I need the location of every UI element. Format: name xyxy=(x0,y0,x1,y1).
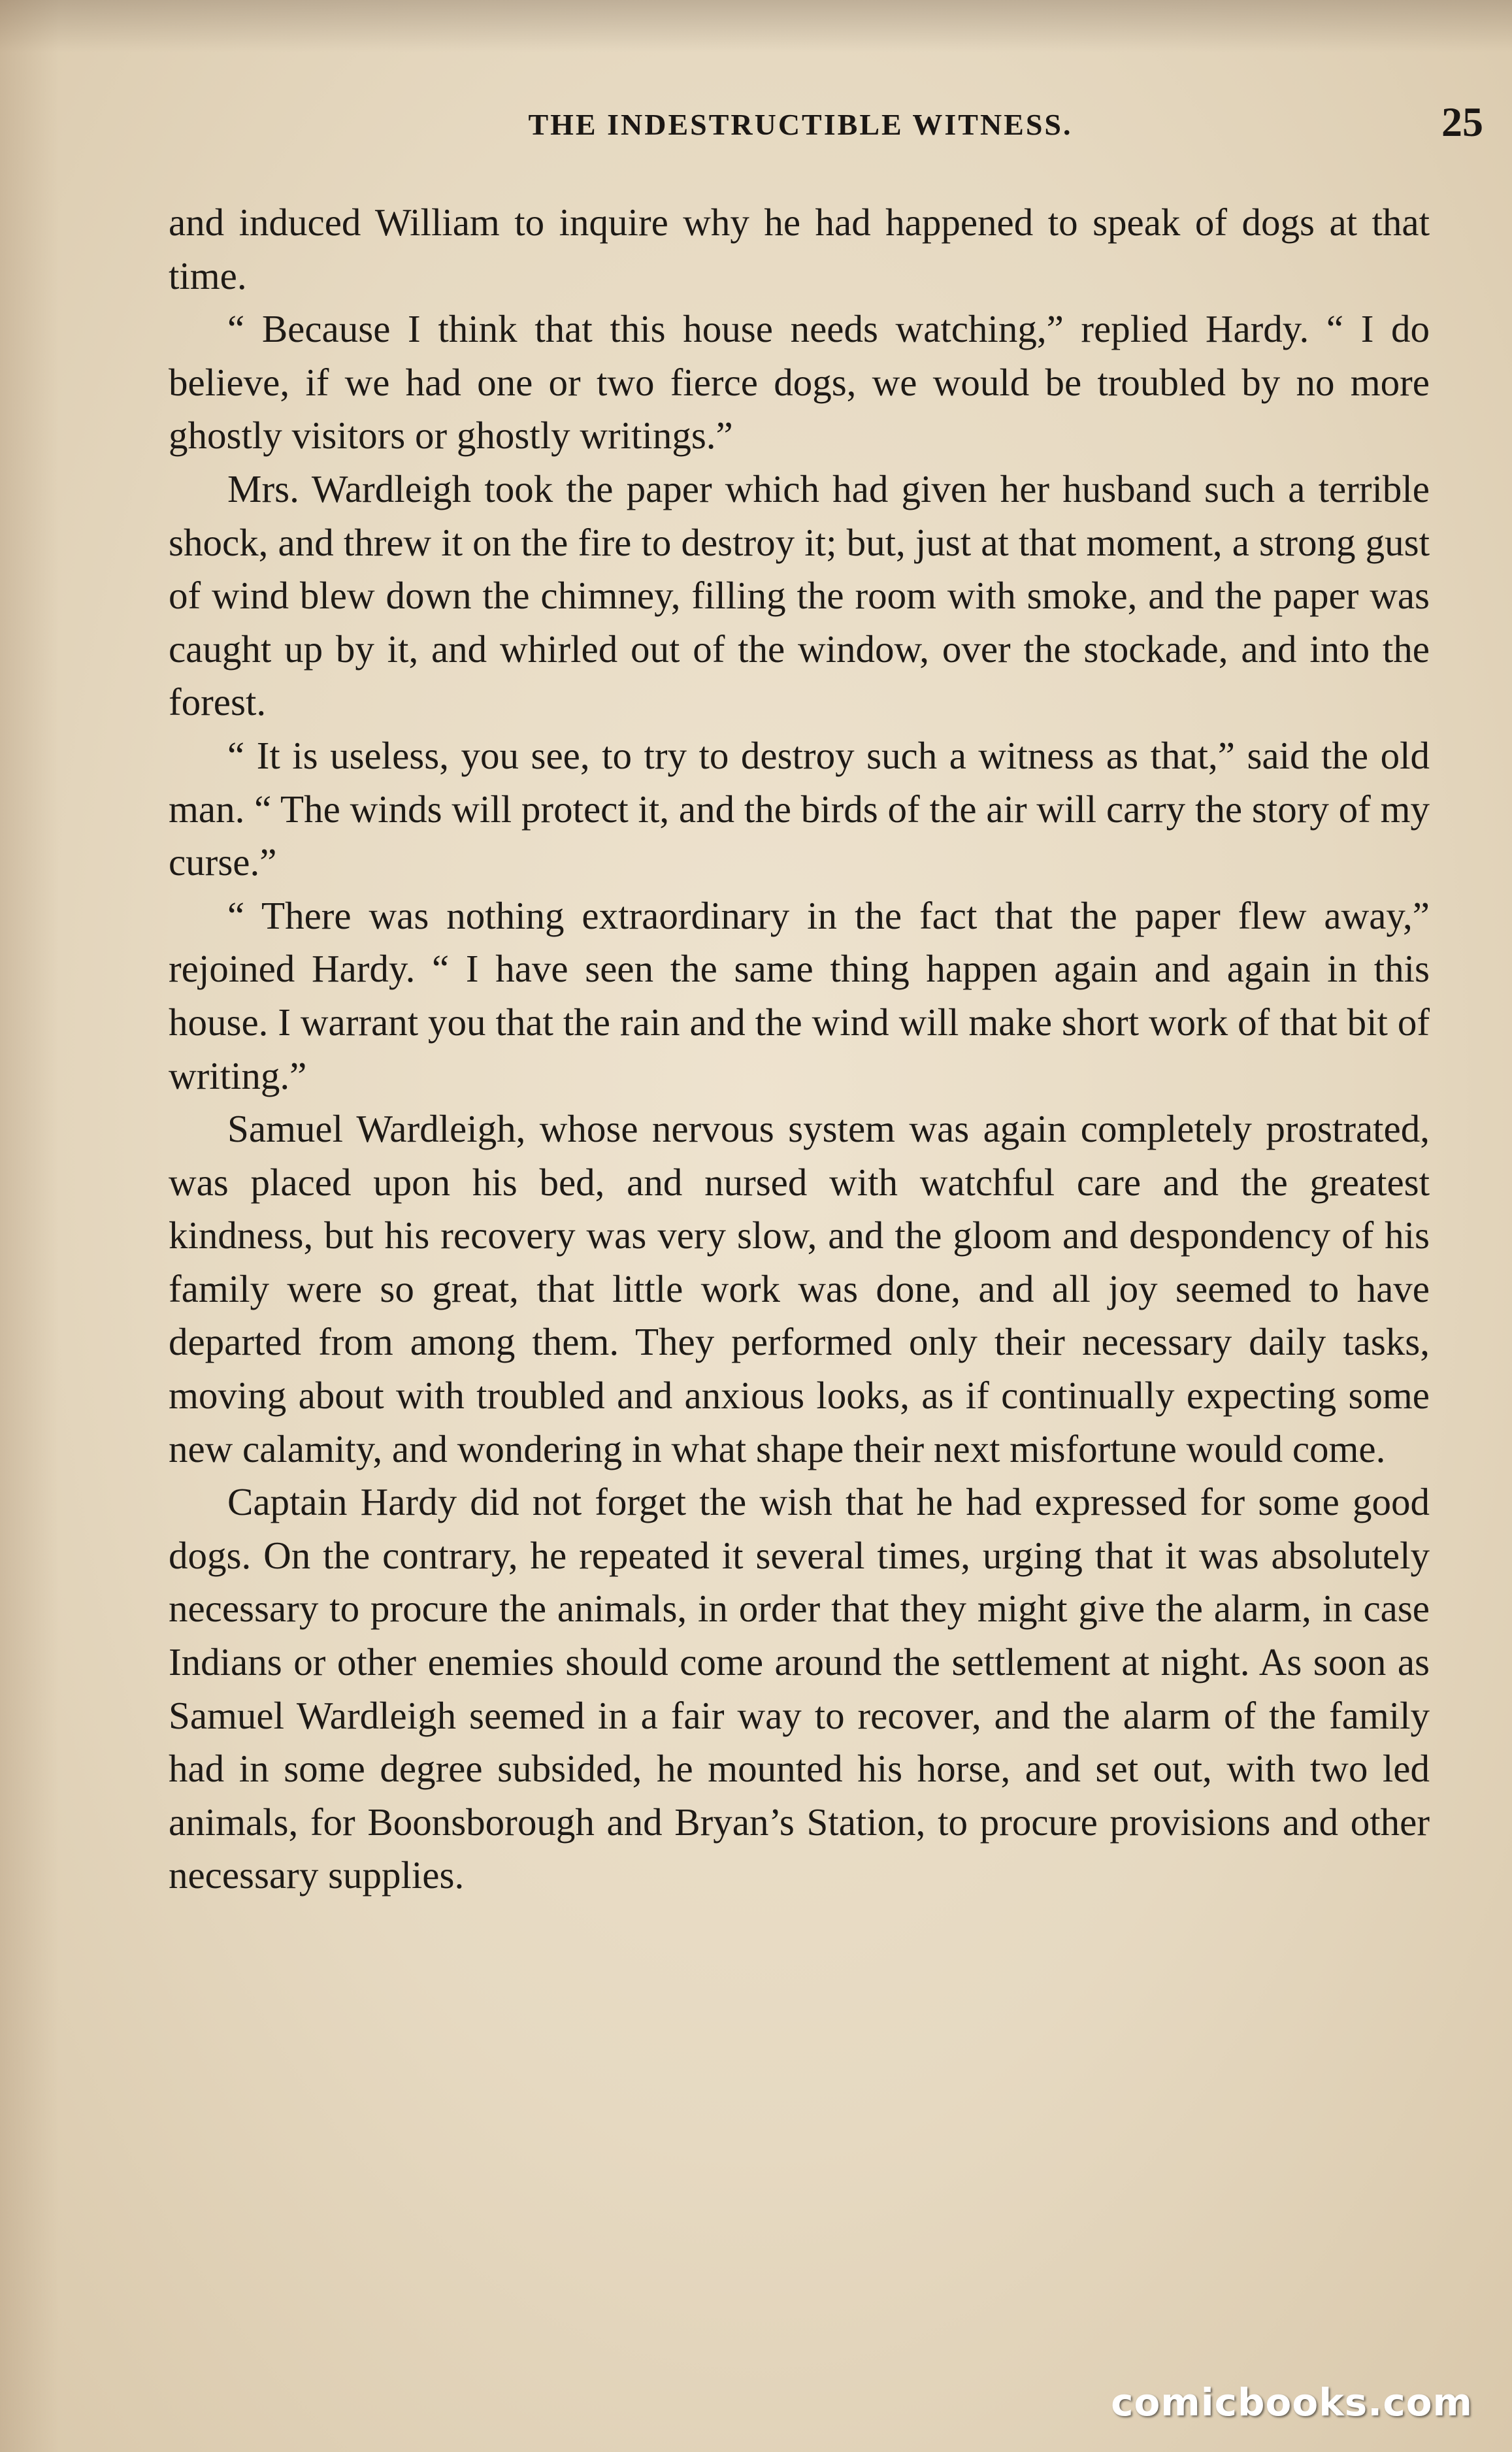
paragraph: “ Because I think that this house needs watching,” replied Hardy. “ I do believe, if we had one or two fierce dogs, we would be troubled by no more ghostly visitors or ghostly writings.” xyxy=(169,307,1430,457)
paragraph: Captain Hardy did not forget the wish that he had expressed for some good dogs. On the contrary, he repeated it several times, urging that it was absolutely necessary to procure the animals, in order that they might give the alarm, in case Indians or other enemies should come around the settlement at night. As soon as Samuel Wardleigh seemed in a fair way to recover, and the alarm of the family had in some degree subsided, he mounted his horse, and set out, with two led animals, for Boonsborough and Bryan’s Station, to procure provisions and other necessary supplies. xyxy=(169,1480,1430,1897)
paragraph: Samuel Wardleigh, whose nervous system was again completely prostrated, was placed upon his bed, and nursed with watchful care and the greatest kindness, but his recovery was very slow, and the gloom and despondency of his family were so great, that little work was done, and all joy seemed to have departed from among them. They performed only their necessary daily tasks, moving about with troubled and anxious looks, as if continually expecting some new calamity, and wondering in what shape their next misfortune would come. xyxy=(169,1107,1430,1470)
body-text xyxy=(169,196,1430,1902)
paragraph: “ There was nothing extraordinary in the fact that the paper flew away,” rejoined Hardy. “ I have seen the same thing happen again and again in this house. I warrant you that the rain and the wind will make short work of that bit of writing.” xyxy=(169,893,1430,1097)
paragraph: and induced William to inquire why he had happened to speak of dogs at that time. xyxy=(169,201,1430,297)
paragraph: “ It is useless, you see, to try to destroy such a witness as that,” said the old man. “ The winds will protect it, and the birds of the air will carry the story of my curse.” xyxy=(169,733,1430,884)
running-title: THE INDESTRUCTIBLE WITNESS. xyxy=(528,108,1073,141)
page-number: 25 xyxy=(1441,99,1483,145)
page-header xyxy=(170,98,1483,150)
paragraph: Mrs. Wardleigh took the paper which had given her husband such a terrible shock, and threw it on the fire to destroy it; but, just at that moment, a strong gust of wind blew down the chimney, filling the room with smoke, and the paper was caught up by it, and whirled out of the window, over the stockade, and into the forest. xyxy=(169,467,1430,724)
page-edge-shadow-top xyxy=(0,0,1512,52)
page-edge-shadow-left xyxy=(0,0,59,2452)
watermark: comicbooks.com xyxy=(1111,2380,1473,2425)
